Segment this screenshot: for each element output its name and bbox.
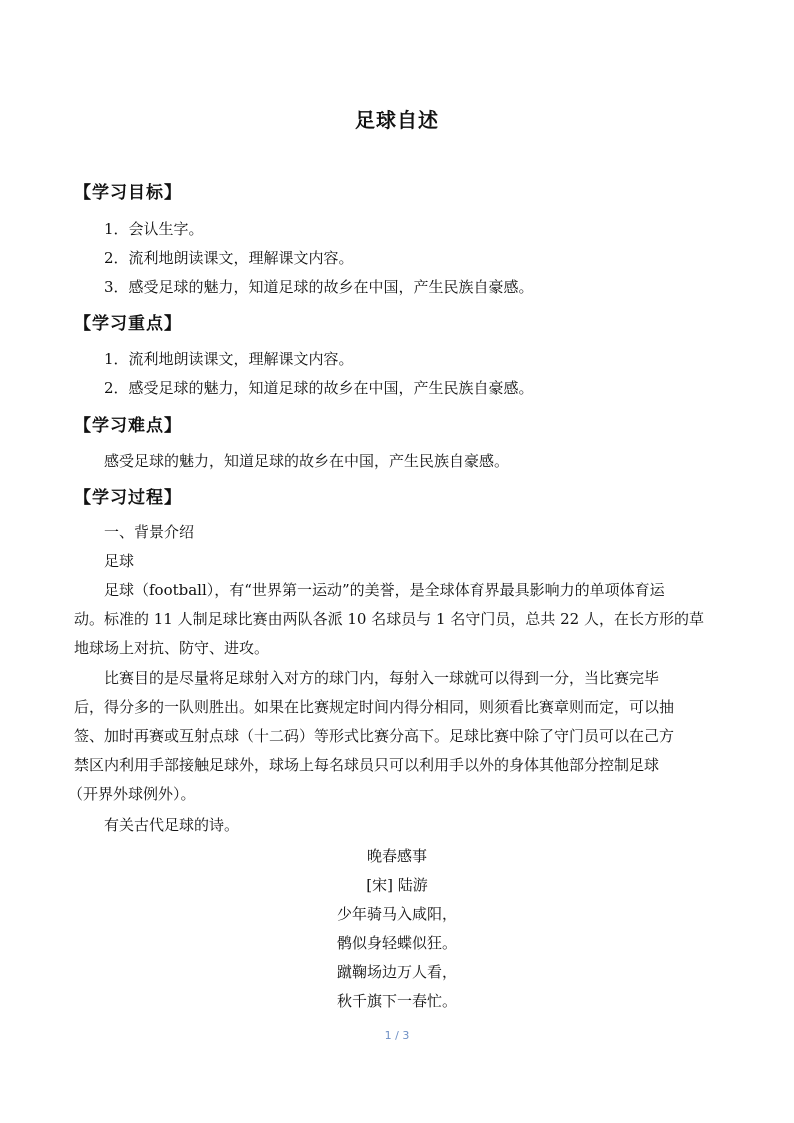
poem-title: 晚春感事 [366,847,427,865]
page-number: 1 / 3 [384,1029,410,1042]
focus-item: 1．流利地朗读课文，理解课文内容。 [104,350,354,368]
goal-item: 2．流利地朗读课文，理解课文内容。 [104,249,354,267]
section-heading-difficulty: 【学习难点】 [74,416,182,436]
paragraph-line: 动。标准的 11 人制足球比赛由两队各派 10 名球员与 1 名守门员，总共 22 人，在长方形的草 [74,610,704,628]
goal-item: 3．感受足球的魅力，知道足球的故乡在中国，产生民族自豪感。 [104,278,534,296]
poem-line: 少年骑马入咸阳， [336,905,457,923]
page-title: 足球自述 [355,108,439,132]
paragraph-line: 足球（football），有“世界第一运动”的美誉，是全球体育界最具影响力的单项体育运 [104,581,665,599]
paragraph-line: 比赛目的是尽量将足球射入对方的球门内，每射入一球就可以得到一分，当比赛完毕 [104,669,660,687]
sub-heading: 一、背景介绍 [104,523,195,541]
paragraph-line: 签、加时再赛或互射点球（十二码）等形式比赛分高下。足球比赛中除了守门员可以在己方 [74,727,675,745]
paragraph-line: 地球场上对抗、防守、进攻。 [74,639,270,657]
paragraph-line: 禁区内利用手部接触足球外，球场上每名球员只可以利用手以外的身体其他部分控制足球 [74,756,660,774]
poem-author: [宋] 陆游 [366,876,428,894]
poem-line: 蹴鞠场边万人看， [336,963,457,981]
paragraph-line: （开界外球例外）。 [68,785,196,803]
section-heading-goals: 【学习目标】 [74,183,182,203]
poem-line: 秋千旗下一春忙。 [336,992,457,1010]
difficulty-text: 感受足球的魅力，知道足球的故乡在中国，产生民族自豪感。 [104,452,510,470]
section-heading-focus: 【学习重点】 [74,314,182,334]
poem-line: 鹘似身轻蝶似狂。 [336,934,457,952]
paragraph-line: 后，得分多的一队则胜出。如果在比赛规定时间内得分相同，则须看比赛章则而定，可以抽 [74,698,675,716]
goal-item: 1．会认生字。 [104,220,204,238]
poem-intro: 有关古代足球的诗。 [104,816,240,834]
topic-label: 足球 [104,552,135,570]
section-heading-process: 【学习过程】 [74,488,182,508]
focus-item: 2．感受足球的魅力，知道足球的故乡在中国，产生民族自豪感。 [104,379,534,397]
